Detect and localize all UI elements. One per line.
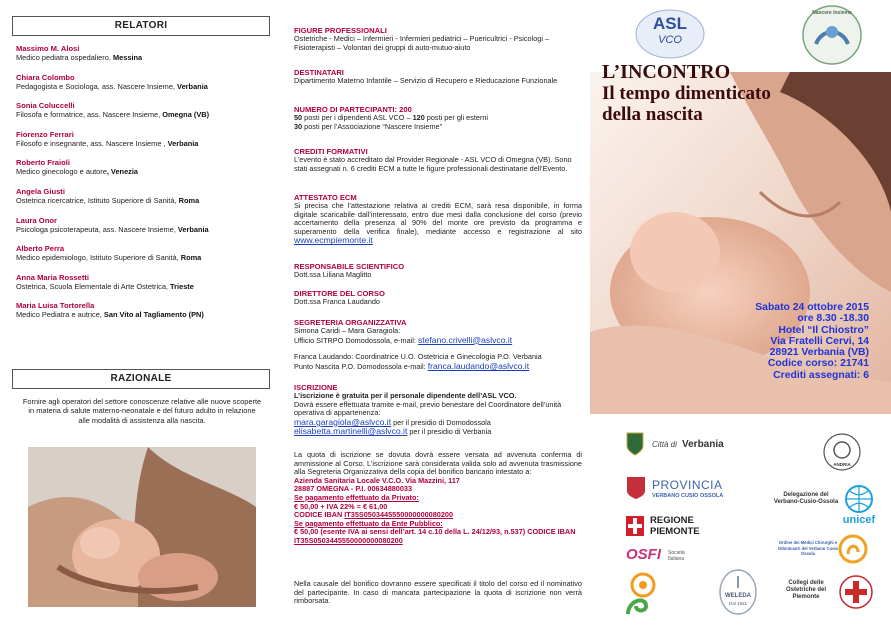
asl-vco-logo: ASL VCO xyxy=(632,4,708,62)
relatore-role: Medico pediatra ospedaliero, xyxy=(16,53,113,62)
relatore-role: Ostetrica, Scuola Elementale di Arte Ostetrica, xyxy=(16,281,171,291)
relatore-place: Messina xyxy=(112,53,143,62)
count-internal: 50 xyxy=(294,113,303,122)
relatori-list xyxy=(16,44,272,330)
section-heading: RESPONSABILE SCIENTIFICO xyxy=(294,262,405,271)
relatore-item xyxy=(16,130,272,148)
unicef-logo: unicef xyxy=(834,484,884,530)
relatore-item xyxy=(16,187,272,205)
segreteria-section: SEGRETERIA ORGANIZZATIVA Simona Caridi – Mara Garagiola: Ufficio SITRPO Domodossola, e-mail: stefano.crivelli@aslvco.it Franca Laudando: Coordinatrice U.O. Ostetricia e Ginecologia P.O. Verbania Punto Nascita P.O. Domodossola e-mail: franca.laudando@aslvco.it xyxy=(294,318,582,371)
info-column xyxy=(282,0,590,626)
title-line-2: Il tempo dimenticato xyxy=(602,83,771,104)
event-details xyxy=(755,302,869,381)
quota-section: La quota di iscrizione se dovuta dovrà essere versata ad avvenuta conferma di ammissione al Corso. L’iscrizione sarà considerata valida solo ad avvenuta trasmissione alla Segreteria Organizzativa della copia del bonifico bancario intestato a: Azienda Sanitaria Locale V.C.O. Via Mazzini, 117 28887 OMEGNA - P.I. 00634880033 Se pagamento effettuato da Privato: € 50,00 + IVA 22% = € 61,00 CODICE IBAN IT35S0503445550000000080200 Se pagamento effettuato da Ente Pubblico: € 50,00 (esente IVA ai sensi dell’art. 14 c.10 della L. 24/12/93, n.537) CODICE IBAN IT35S0503445550000000080200 xyxy=(294,450,582,545)
razionale-heading: RAZIONALE xyxy=(12,369,270,389)
relatore-place: Roma xyxy=(178,195,200,205)
relatore-name: Anna Maria Rossetti xyxy=(16,272,90,282)
newborn-illustration xyxy=(28,447,256,607)
weleda-logo: WELEDA Dal 1921 xyxy=(718,568,758,616)
globe-icon xyxy=(844,484,874,514)
relatore-name: Alberto Perra xyxy=(16,244,65,254)
relatore-place: Verbania xyxy=(167,138,199,148)
ecm-link[interactable]: www.ecmpiemonte.it xyxy=(294,235,373,246)
relatore-place: Roma xyxy=(180,253,202,263)
direttore-section xyxy=(294,289,582,307)
count-association: 30 xyxy=(294,121,303,131)
relatore-place: Trieste xyxy=(170,281,194,291)
ordine-medici-logo xyxy=(838,534,868,564)
relatore-item xyxy=(16,73,272,91)
crediti-section xyxy=(294,147,582,173)
relatore-item xyxy=(16,216,272,234)
green-swirl-logo xyxy=(624,592,650,618)
relatore-place: , Venezia xyxy=(106,167,139,177)
section-text: Ostetriche - Medici – Infermieri - Infermieri pediatrici – Puericultrici - Psicologi – Fisioterapisti – Volontari dei gruppi di auto-mutuo-aiuto xyxy=(294,34,550,52)
email-link[interactable]: stefano.crivelli@aslvco.it xyxy=(417,334,513,345)
relatore-place: San Vito al Tagliamento (PN) xyxy=(103,310,204,320)
section-heading: ISCRIZIONE xyxy=(294,383,338,392)
relatore-place: Omegna (VB) xyxy=(162,110,210,120)
event-hotel: Hotel “Il Chiostro” xyxy=(778,324,869,336)
iban-ente: IT35S0503445550000000080200 xyxy=(294,535,403,545)
title-line-3: della nascita xyxy=(602,104,703,125)
event-time: ore 8.30 -18.30 xyxy=(797,313,869,325)
section-text: L’evento è stato accreditato dal Provider Regionale - ASL VCO di Omegna (VB). Sono stati assegnati n. 6 crediti ECM a tutte le figure professionali destinatarie dell’Evento. xyxy=(294,155,572,173)
relatore-name: Maria Luisa Tortorella xyxy=(16,301,95,311)
relatore-name: Sonia Coluccelli xyxy=(16,101,75,111)
event-date: Sabato 24 ottobre 2015 xyxy=(755,302,869,313)
section-heading: NUMERO DI PARTECIPANTI: 200 xyxy=(294,105,412,114)
section-heading: DESTINATARI xyxy=(294,68,344,77)
title-line-1: L’INCONTRO xyxy=(602,61,731,83)
figure-professionali-section xyxy=(294,26,582,52)
count-external: 120 xyxy=(412,113,425,122)
regione-crest-icon xyxy=(626,516,644,536)
section-text: Si precisa che l’attestazione relativa ai crediti ECM, sarà resa disponibile, in forma digitale scaricabile dall’interessato, entro due mesi dalla conclusione del corso (previo accertamento della presenza al 90% del monte ore previsto da programma e superamento della verifica finale), mediante accesso e registrazione al sito xyxy=(294,201,582,236)
relatore-item xyxy=(16,244,272,262)
provincia-vco-logo: PROVINCIA VERBANO CUSIO OSSOLA xyxy=(626,474,746,508)
relatori-column xyxy=(0,0,282,626)
iscrizione-section: ISCRIZIONE L’iscrizione è gratuita per il personale dipendente dell’ASL VCO. Dovrà essere effettuata tramite e-mail, previo benestare del Coordinatore dell’unità operativa di appartenenza: mara.garagiola@aslvco.it per il presidio di Domodossola elisabetta.martinelli@aslvco.it per il presidio di Verbania xyxy=(294,383,582,437)
section-heading: DIRETTORE DEL CORSO xyxy=(294,289,385,298)
relatore-name: Laura Onor xyxy=(16,215,57,225)
responsabile-section xyxy=(294,262,582,280)
section-heading: SEGRETERIA ORGANIZZATIVA xyxy=(294,318,407,327)
relatore-item xyxy=(16,44,272,62)
relatore-role: Medico Pediatra e autrice, xyxy=(16,310,104,320)
numero-partecipanti-section: NUMERO DI PARTECIPANTI: 200 50 posti per i dipendenti ASL VCO – 120 posti per gli esterni 30 posti per l’Associazione “Nascere Insieme” xyxy=(294,105,582,131)
regione-piemonte-logo: REGIONE PIEMONTE xyxy=(626,514,706,542)
osfi-logo: OSFI Società Italiana xyxy=(626,546,685,563)
relatore-name: Chiara Colombo xyxy=(16,72,75,82)
section-text: Dipartimento Materno Infantile – Servizio di Recupero e Rieducazione Funzionale xyxy=(294,76,558,85)
relatore-role: Filosofa e formatrice, ass. Nascere Insieme, xyxy=(16,110,163,120)
nascere-insieme-logo: Nascere Insieme xyxy=(800,4,864,66)
relatore-role: Psicologa psicoterapeuta, ass. Nascere Insieme, xyxy=(16,224,178,234)
relatore-role: Medico ginecologo e autore xyxy=(16,167,107,177)
section-heading: ATTESTATO ECM xyxy=(294,193,357,202)
andria-logo: ANDRIA xyxy=(822,432,862,472)
relatore-role: Pedagogista e Sociologa, ass. Nascere Insieme, xyxy=(16,81,178,91)
delegazione-text: Delegazione del Verbano-Cusio-Ossola xyxy=(773,492,839,505)
relatore-role: Filosofo e insegnante, ass. Nascere Insieme , xyxy=(16,138,168,148)
relatore-item xyxy=(16,158,272,176)
collegi-text: Collegi delle Ostetriche del Piemonte xyxy=(785,580,826,600)
relatore-name: Fiorenzo Ferrari xyxy=(16,129,74,139)
causale-section: Nella causale del bonifico dovranno essere specificati il titolo del corso ed il nominativo del partecipante. In caso di mancata partecipazione la quota di iscrizione non verrà rimborsata. xyxy=(294,579,582,606)
relatore-role: Medico epidemiologo, Istituto Superiore di Sanità, xyxy=(16,253,181,263)
iban-privato: IT35S0503445550000000080200 xyxy=(344,510,454,520)
relatore-item xyxy=(16,273,272,291)
relatore-name: Angela Giusti xyxy=(16,186,65,196)
email-link[interactable]: franca.laudando@aslvco.it xyxy=(427,360,530,371)
relatore-place: Verbania xyxy=(177,81,208,91)
relatori-heading: RELATORI xyxy=(12,16,270,36)
relatore-place: Verbania xyxy=(177,224,209,234)
relatore-item xyxy=(16,301,272,319)
cover-column xyxy=(590,0,891,626)
newborn-photo xyxy=(28,447,256,607)
ordine-medici-text: Ordine dei Medici Chirurghi e Odontoiatri del Verbano Cusio Ossola xyxy=(777,540,839,556)
relatore-name: Roberto Fraioli xyxy=(16,158,71,168)
crest-icon xyxy=(626,432,644,456)
section-heading: FIGURE PROFESSIONALI xyxy=(294,26,387,35)
relatore-role: Ostetrica ricercatrice, Istituto Superiore di Sanità, xyxy=(16,195,179,205)
event-street: Via Fratelli Cervi, 14 xyxy=(770,335,869,347)
email-link[interactable]: mara.garagiola@aslvco.it xyxy=(294,416,392,427)
event-city: 28921 Verbania (VB) xyxy=(769,347,869,359)
cover-title xyxy=(602,61,771,125)
event-code: Codice corso: 21741 xyxy=(767,358,869,370)
email-link[interactable]: elisabetta.martinelli@aslvco.it xyxy=(294,426,408,437)
razionale-text: Fornire agli operatori del settore conoscenze relative alle nuove scoperte in materia di salute materno-neonatale e del futuro adulto in relazione alle modalità di assistenza alla nascita. xyxy=(22,397,262,425)
event-credits: Crediti assegnati: 6 xyxy=(773,369,869,381)
citta-verbania-logo: Città di Verbania xyxy=(626,428,746,464)
collegi-ostetriche-logo xyxy=(838,574,874,610)
relatore-item xyxy=(16,101,272,119)
section-heading: CREDITI FORMATIVI xyxy=(294,147,368,156)
relatore-name: Massimo M. Alosi xyxy=(16,44,80,53)
section-text: Dott.ssa Franca Laudando xyxy=(294,297,380,306)
attestato-section xyxy=(294,193,582,246)
section-text: Dott.ssa Liliana Maglitto xyxy=(294,270,372,279)
destinatari-section xyxy=(294,68,582,86)
crest-icon xyxy=(626,476,646,500)
